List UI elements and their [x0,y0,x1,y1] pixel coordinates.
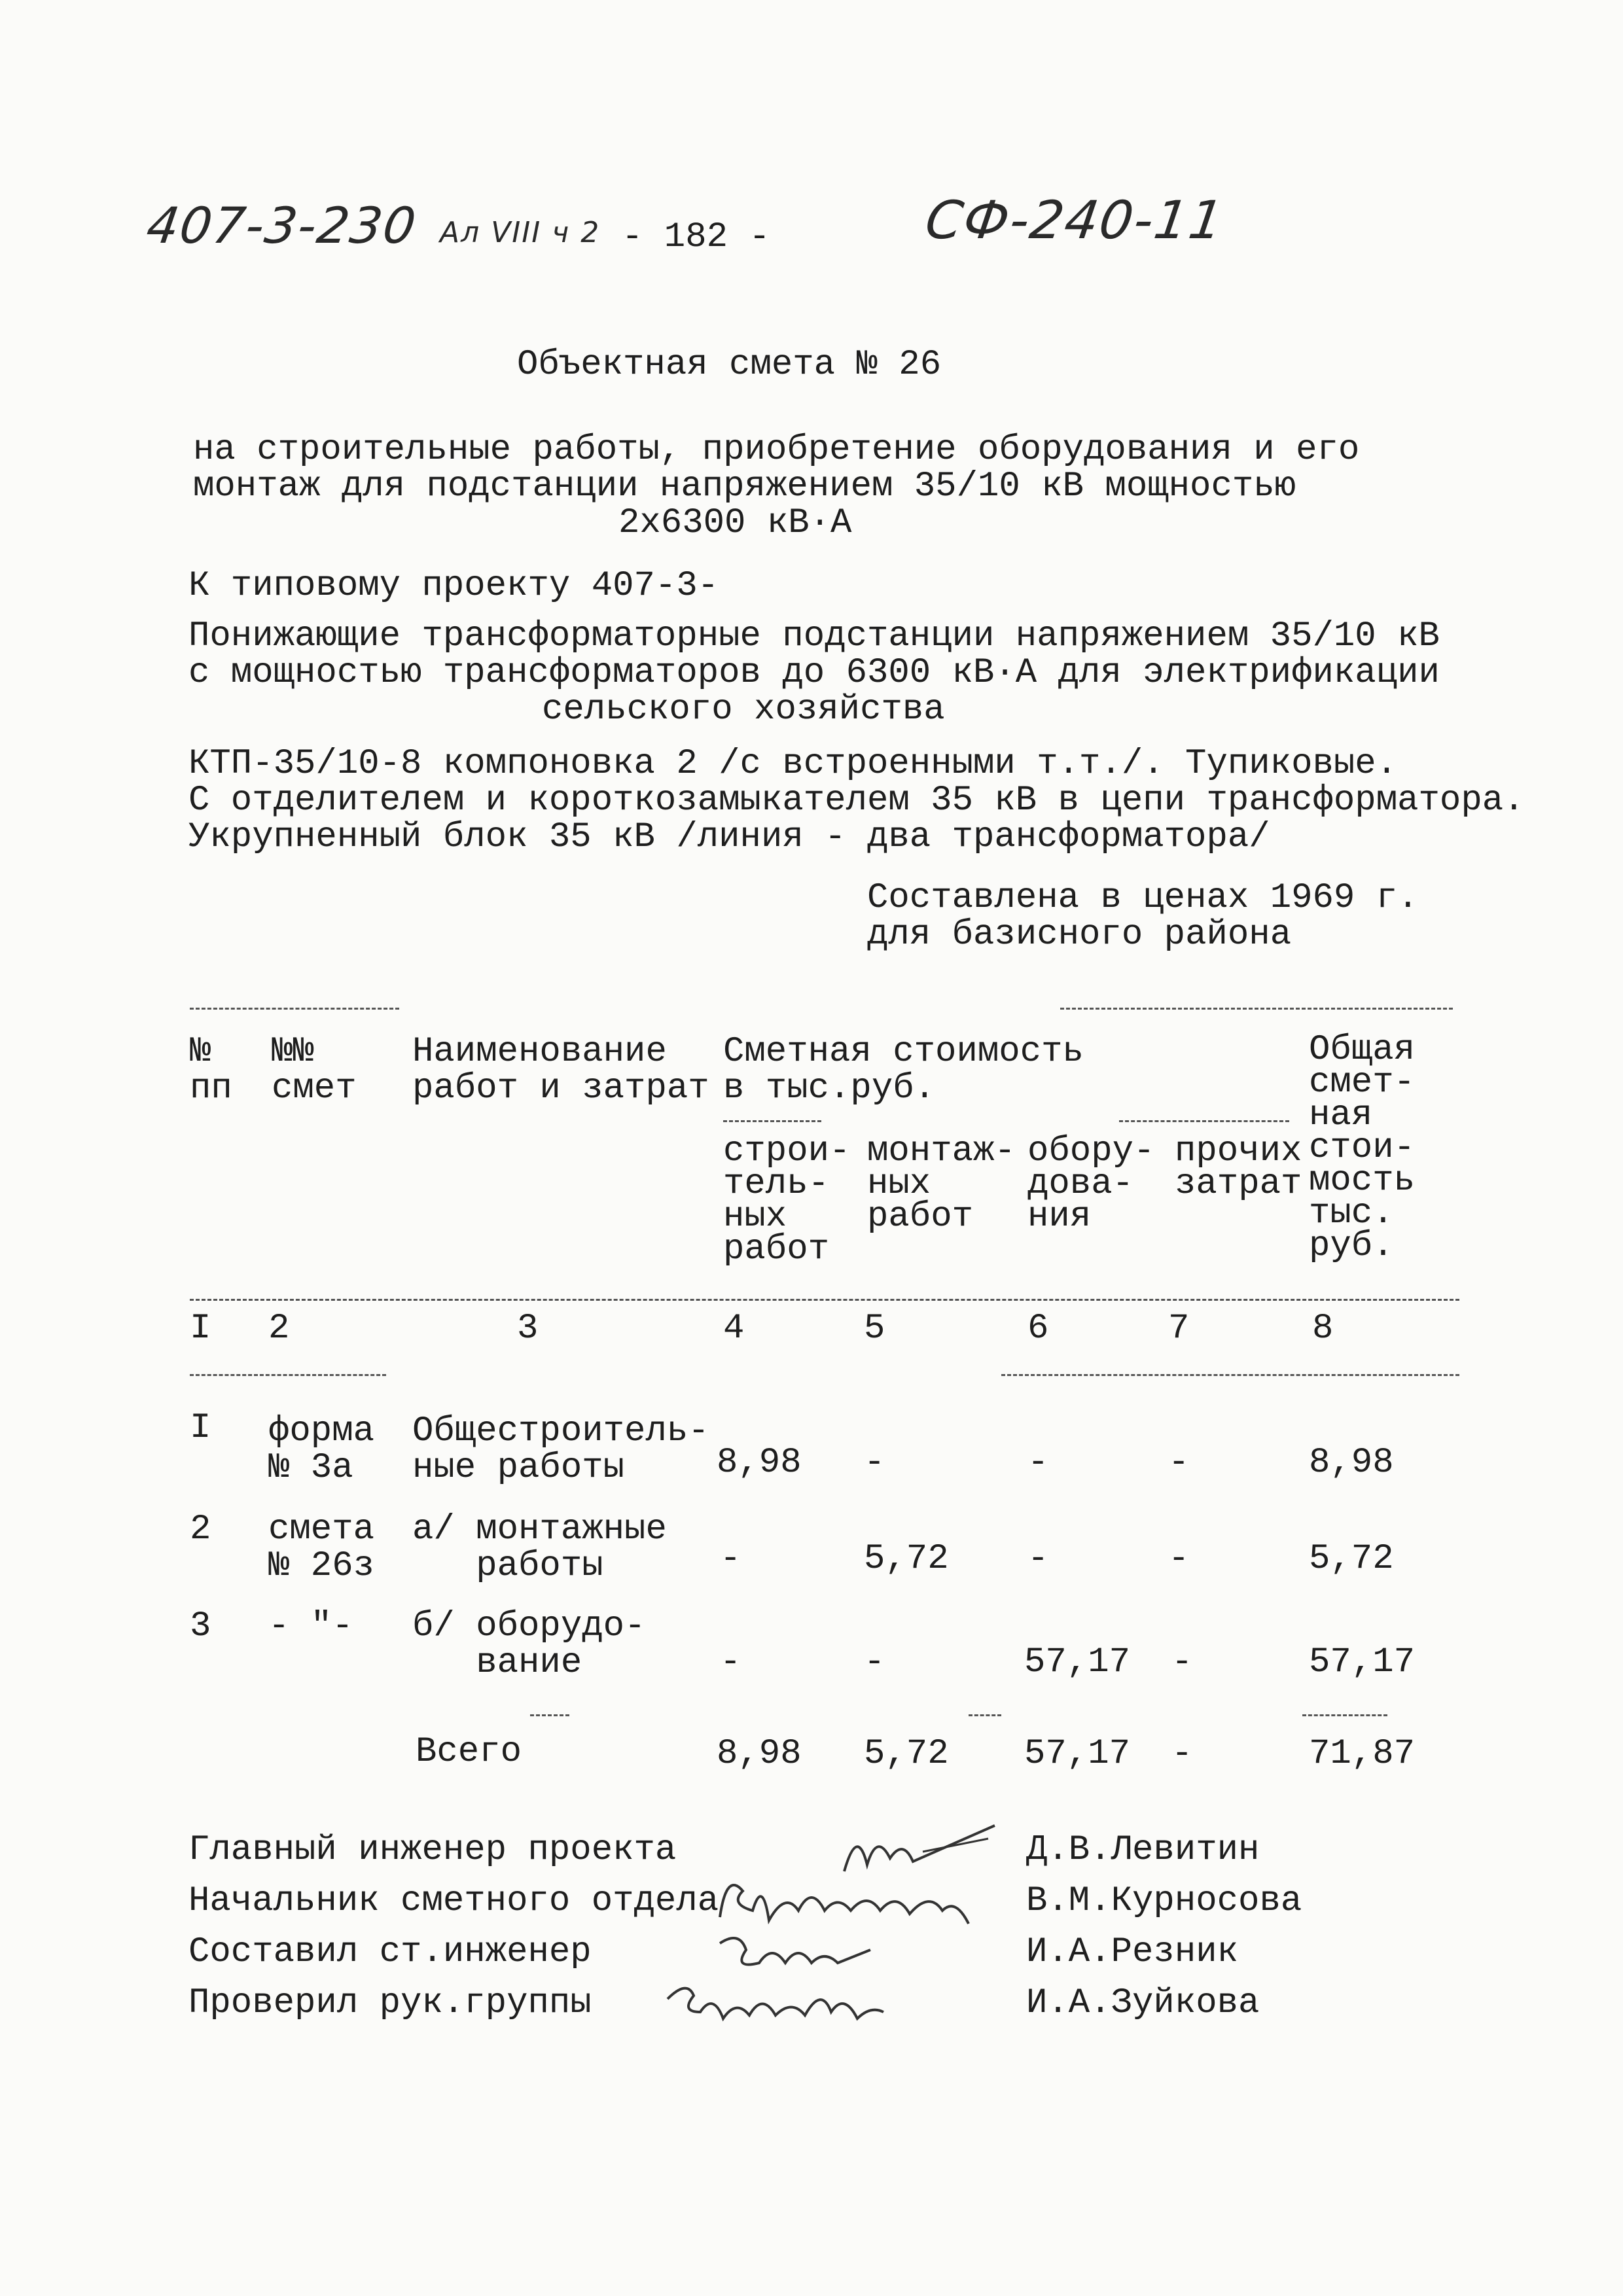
row-number: 3 [190,1606,211,1646]
cell-installation: - [864,1642,885,1682]
album-reference: Ал VIII ч 2 [440,216,601,249]
column-number: 6 [1027,1309,1049,1349]
cell-installation: 5,72 [864,1539,949,1579]
signature-role: Проверил рук.группы [188,1983,592,2023]
column-number: 5 [864,1309,885,1349]
column-number: 2 [268,1309,290,1349]
prices-line: для базисного района [867,915,1292,955]
estimate-title: Объектная смета № 26 [517,345,942,385]
row-estimate-ref: - "- [268,1606,353,1646]
total-overall: 71,87 [1309,1734,1416,1774]
row-estimate-ref: форма № 3а [268,1411,375,1488]
column-number: I [190,1309,211,1349]
subtitle-line: на строительные работы, приобретение оборудования и его [193,430,1360,470]
row-work-name: б/ оборудо- вание [412,1606,646,1683]
prices-line: Составлена в ценах 1969 г. [867,878,1419,918]
header-installation: монтаж- ных работ [867,1131,1016,1237]
cell-total: 5,72 [1309,1539,1394,1579]
header-group-rule [1119,1120,1289,1122]
total-equipment: 57,17 [1024,1734,1131,1774]
sum-rule [969,1714,1001,1716]
project-description-line: сельского хозяйства [542,690,945,730]
subtitle-line: 2х6300 кВ·А [618,503,852,543]
column-number: 4 [723,1309,745,1349]
configuration-line: Укрупненный блок 35 кВ /линия - два трансформатора/ [188,817,1270,857]
header-estimate-number: №№ смет [272,1032,357,1108]
cell-installation: - [864,1443,885,1483]
total-label: Всего [416,1732,522,1772]
header-equipment: обору- дова- ния [1027,1131,1155,1237]
configuration-line: КТП-35/10-8 компоновка 2 /с встроенными т.т./. Тупиковые. [188,744,1398,784]
cell-other: - [1171,1642,1193,1682]
header-work-name: Наименование работ и затрат [412,1032,709,1108]
total-construction: 8,98 [717,1734,802,1774]
signature-role: Главный инженер проекта [188,1830,677,1870]
column-number-rule [190,1374,386,1376]
sheet-code: СФ-240-11 [921,190,1228,251]
cell-construction: - [720,1642,741,1682]
column-number: 8 [1312,1309,1334,1349]
cell-total: 8,98 [1309,1443,1394,1483]
sum-rule [530,1714,569,1716]
row-number: 2 [190,1510,211,1549]
signature-name: И.А.Зуйкова [1026,1983,1260,2023]
cell-construction: - [720,1539,741,1579]
table-top-rule [190,1008,399,1010]
row-number: I [190,1408,211,1448]
configuration-line: С отделителем и короткозамыкателем 35 кВ в цепи трансформатора. [188,781,1525,821]
project-description-line: с мощностью трансформаторов до 6300 кВ·А для электрификации [188,653,1440,693]
document-code: 407-3-230 [143,196,421,255]
column-number: 3 [517,1309,539,1349]
project-reference: К типовому проекту 407-3- [188,566,719,606]
signature-role: Составил ст.инженер [188,1932,592,1972]
header-bottom-rule [190,1299,1459,1301]
subtitle-line: монтаж для подстанции напряжением 35/10 кВ мощностью [193,467,1296,506]
cell-total: 57,17 [1309,1642,1416,1682]
cell-equipment: - [1027,1443,1049,1483]
header-construction: строи- тель- ных работ [723,1131,851,1269]
signature-role: Начальник сметного отдела [188,1881,719,1921]
column-number-rule [1001,1374,1459,1376]
header-total-cost: Общая смет- ная стои- мость тыс. руб. [1309,1030,1416,1266]
row-estimate-ref: смета № 26з [268,1510,375,1586]
project-description-line: Понижающие трансформаторные подстанции напряжением 35/10 кВ [188,616,1440,656]
row-work-name: а/ монтажные работы [412,1510,667,1586]
cell-other: - [1168,1443,1190,1483]
signature-name: В.М.Курносова [1026,1881,1302,1921]
cell-other: - [1168,1539,1190,1579]
cell-equipment: - [1027,1539,1049,1579]
signature-name: И.А.Резник [1026,1932,1239,1972]
header-other: прочих затрат [1175,1131,1302,1204]
cell-construction: 8,98 [717,1443,802,1483]
signature-name: Д.В.Левитин [1026,1830,1260,1870]
sum-rule [1302,1714,1387,1716]
row-work-name: Общестроитель- ные работы [412,1411,709,1488]
header-group-rule [723,1120,821,1122]
cell-equipment: 57,17 [1024,1642,1131,1682]
page-number: - 182 - [622,217,770,257]
total-installation: 5,72 [864,1734,949,1774]
header-cost-group: Сметная стоимость в тыс.руб. [723,1032,1084,1108]
table-top-rule [1060,1008,1453,1010]
header-number: № пп [190,1032,232,1108]
signature-zuykova [661,1973,897,2038]
total-other: - [1171,1734,1193,1774]
column-number: 7 [1168,1309,1190,1349]
